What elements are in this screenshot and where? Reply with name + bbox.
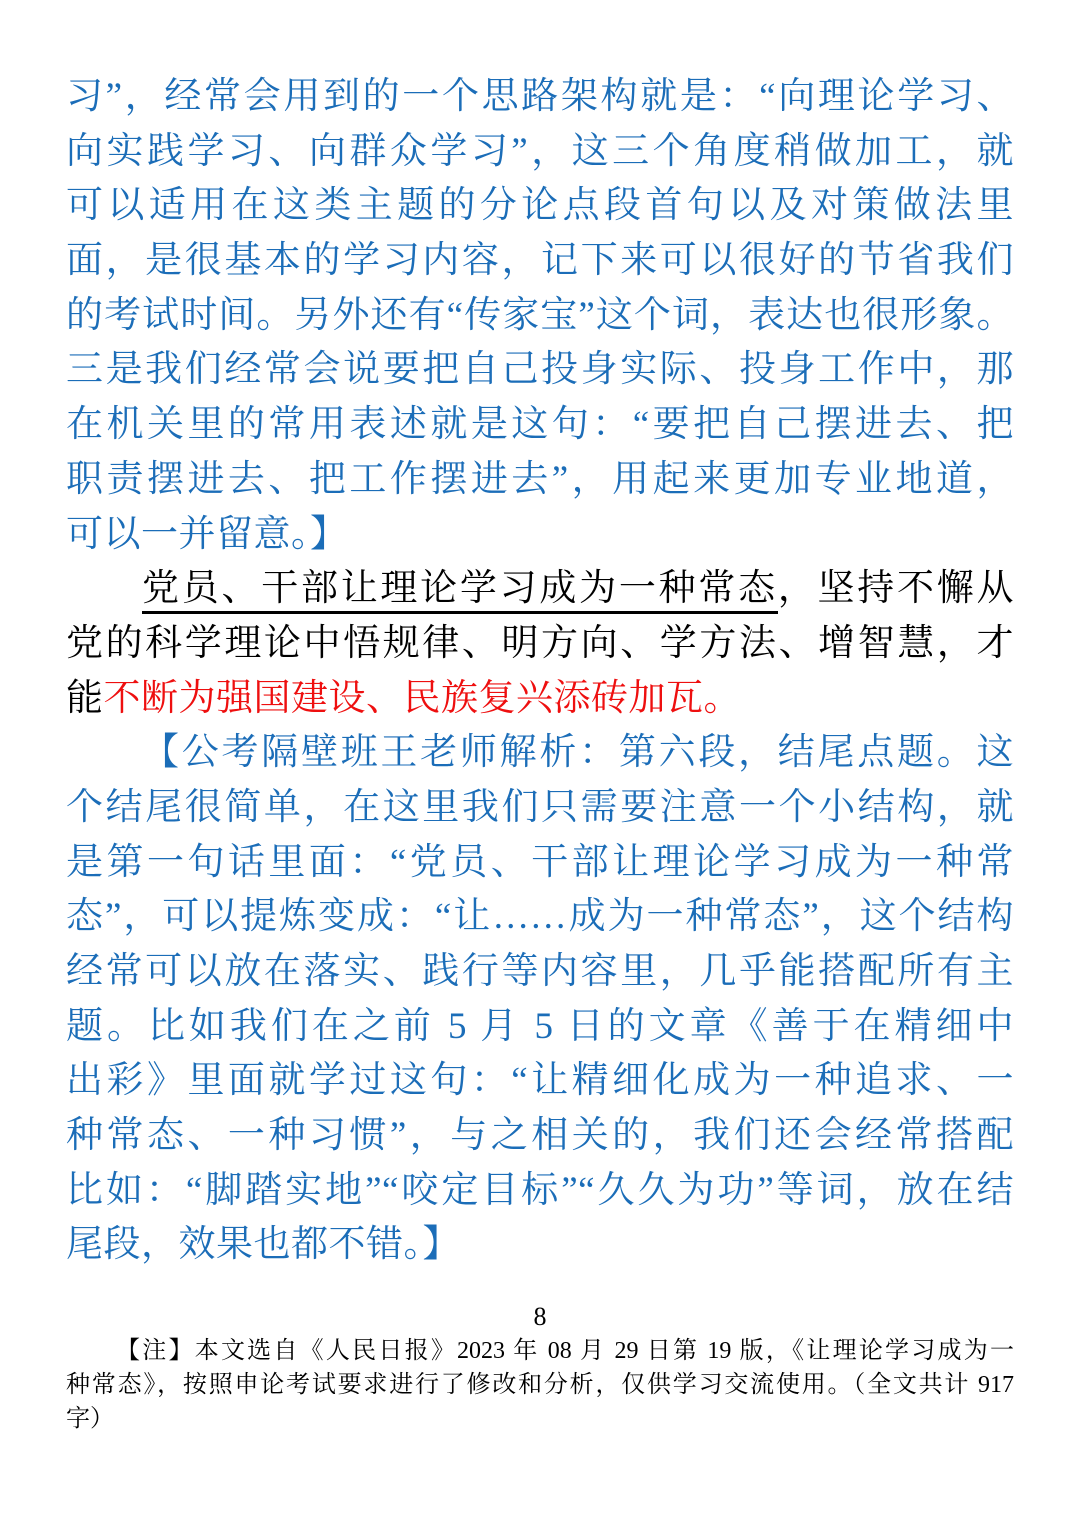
analysis-line: 个结尾很简单，在这里我们只需要注意一个小结构，就 bbox=[66, 786, 1014, 828]
red-emphasis-text: 不断为强国建设、民族复兴添砖加瓦。 bbox=[103, 677, 741, 719]
body-line: 可以适用在这类主题的分论点段首句以及对策做法里 bbox=[66, 185, 1014, 227]
body-line: 的考试时间。另外还有“传家宝”这个词，表达也很形象。 bbox=[66, 294, 1014, 336]
article-text: ，坚持不懈从 bbox=[777, 568, 1015, 610]
article-line bbox=[66, 562, 1014, 617]
underlined-phrase: 党员、干部让理论学习成为一种常态 bbox=[142, 568, 778, 614]
analysis-line: 是第一句话里面：“党员、干部让理论学习成为一种常 bbox=[66, 841, 1014, 883]
body-line: 在机关里的常用表述就是这句：“要把自己摆进去、把 bbox=[66, 404, 1014, 446]
analysis-line: 【公考隔壁班王老师解析：第六段，结尾点题。这 bbox=[142, 732, 1014, 774]
article-line: 党的科学理论中悟规律、明方向、学方法、增智慧，才 bbox=[66, 622, 1014, 664]
footnote-line: 【注】本文选自《人民日报》2023 年 08 月 29 日第 19 版，《让理论学习成为一 bbox=[116, 1338, 1014, 1364]
analysis-line: 尾段，效果也都不错。】 bbox=[66, 1224, 460, 1266]
body-line: 职责摆进去、把工作摆进去”，用起来更加专业地道， bbox=[66, 458, 1014, 500]
body-line: 面，是很基本的学习内容，记下来可以很好的节省我们 bbox=[66, 240, 1014, 282]
analysis-line: 种常态、一种习惯”，与之相关的，我们还会经常搭配 bbox=[66, 1115, 1014, 1157]
body-line: 三是我们经常会说要把自己投身实际、投身工作中，那 bbox=[66, 349, 1014, 391]
page-number: 8 bbox=[533, 1302, 547, 1331]
footnote-line: 种常态》，按照申论考试要求进行了修改和分析，仅供学习交流使用。（全文共计 917 bbox=[66, 1372, 1014, 1398]
analysis-line: 比如：“脚踏实地”“咬定目标”“久久为功”等词，放在结 bbox=[66, 1169, 1014, 1211]
body-line: 可以一并留意。】 bbox=[66, 513, 348, 555]
footnote bbox=[66, 1334, 1014, 1436]
document-body bbox=[66, 70, 1014, 1273]
body-line: 习”，经常会用到的一个思路架构就是：“向理论学习、 bbox=[66, 76, 1014, 117]
analysis-line: 题。比如我们在之前 5 月 5 日的文章《善于在精细中 bbox=[66, 1005, 1014, 1047]
article-line bbox=[66, 672, 1014, 727]
analysis-line: 出彩》里面就学过这句：“让精细化成为一种追求、一 bbox=[66, 1060, 1014, 1102]
analysis-line: 经常可以放在落实、践行等内容里，几乎能搭配所有主 bbox=[66, 951, 1014, 992]
footnote-line: 字） bbox=[66, 1406, 114, 1432]
article-text: 能 bbox=[66, 677, 104, 719]
body-line: 向实践学习、向群众学习”，这三个角度稍做加工，就 bbox=[66, 130, 1014, 172]
analysis-line: 态”，可以提炼变成：“让……成为一种常态”，这个结构 bbox=[66, 896, 1014, 938]
